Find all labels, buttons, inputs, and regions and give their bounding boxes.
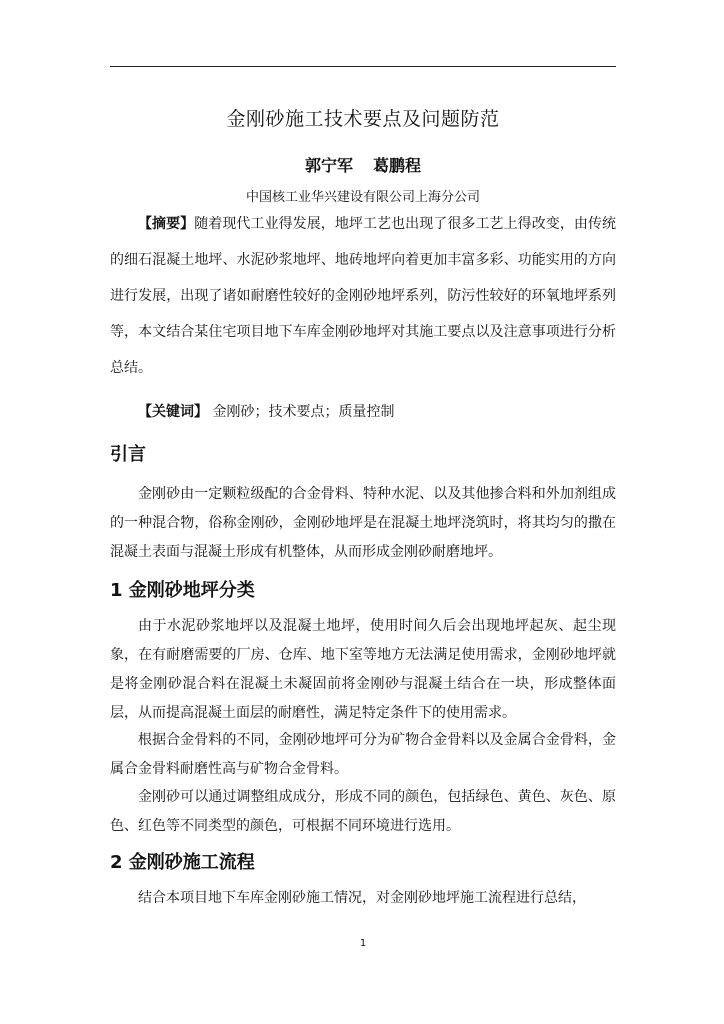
document-title: 金刚砂施工技术要点及问题防范 (226, 108, 500, 130)
body-paragraph: 金刚砂由一定颗粒级配的合金骨料、特种水泥、以及其他掺合料和外加剂组成的一种混合物，俗称金刚砂，金刚砂地坪是在混凝土地坪浇筑时，将其均匀的撒在混凝土表面与混凝土形成有机整体，从而形成金刚砂耐磨地坪。 (110, 486, 616, 560)
affiliation: 中国核工业华兴建设有限公司上海分公司 (245, 190, 480, 205)
section-heading: 引言 (110, 444, 146, 465)
header-rule (110, 66, 616, 67)
keywords-text: 金刚砂；技术要点；质量控制 (212, 404, 395, 420)
page-number: 1 (359, 938, 367, 949)
body-paragraph: 根据合金骨料的不同，金刚砂地坪可分为矿物合金骨料以及金属合金骨料，金属合金骨料耐磨性高与矿物合金骨料。 (110, 732, 616, 777)
author-name: 郭宁军 (304, 156, 353, 175)
abstract-text: 随着现代工业得发展，地坪工艺也出现了很多工艺上得改变，由传统的细石混凝土地坪、水泥砂浆地坪、地砖地坪向着更加丰富多彩、功能实用的方向进行发展，出现了诸如耐磨性较好的金刚砂地坪系列，防污性较好的环氧地坪系列等，本文结合某住宅项目地下车库金刚砂地坪对其施工要点以及注意事项进行分析总结。 (110, 216, 617, 376)
section-heading: 2 金刚砂施工流程 (110, 852, 255, 873)
keywords-label: 【关键词】 (138, 404, 208, 420)
author-list (110, 153, 616, 176)
section-heading: 1 金刚砂地坪分类 (110, 580, 255, 601)
keywords (110, 394, 616, 430)
abstract (110, 206, 616, 386)
body-paragraph: 由于水泥砂浆地坪以及混凝土地坪，使用时间久后会出现地坪起灰、起尘现象，在有耐磨需要的厂房、仓库、地下室等地方无法满足使用需求，金刚砂地坪就是将金刚砂混合料在混凝土未凝固前将金刚砂与混凝土结合在一块，形成整体面层，从而提高混凝土面层的耐磨性，满足特定条件下的使用需求。 (110, 618, 616, 721)
abstract-label: 【摘要】 (138, 216, 195, 232)
body-paragraph: 金刚砂可以通过调整组成成分，形成不同的颜色，包括绿色、黄色、灰色、原色、红色等不同类型的颜色，可根据不同环境进行选用。 (110, 789, 616, 834)
author-name: 葛鹏程 (373, 156, 422, 175)
body-paragraph: 结合本项目地下车库金刚砂施工情况，对金刚砂地坪施工流程进行总结， (138, 890, 586, 906)
